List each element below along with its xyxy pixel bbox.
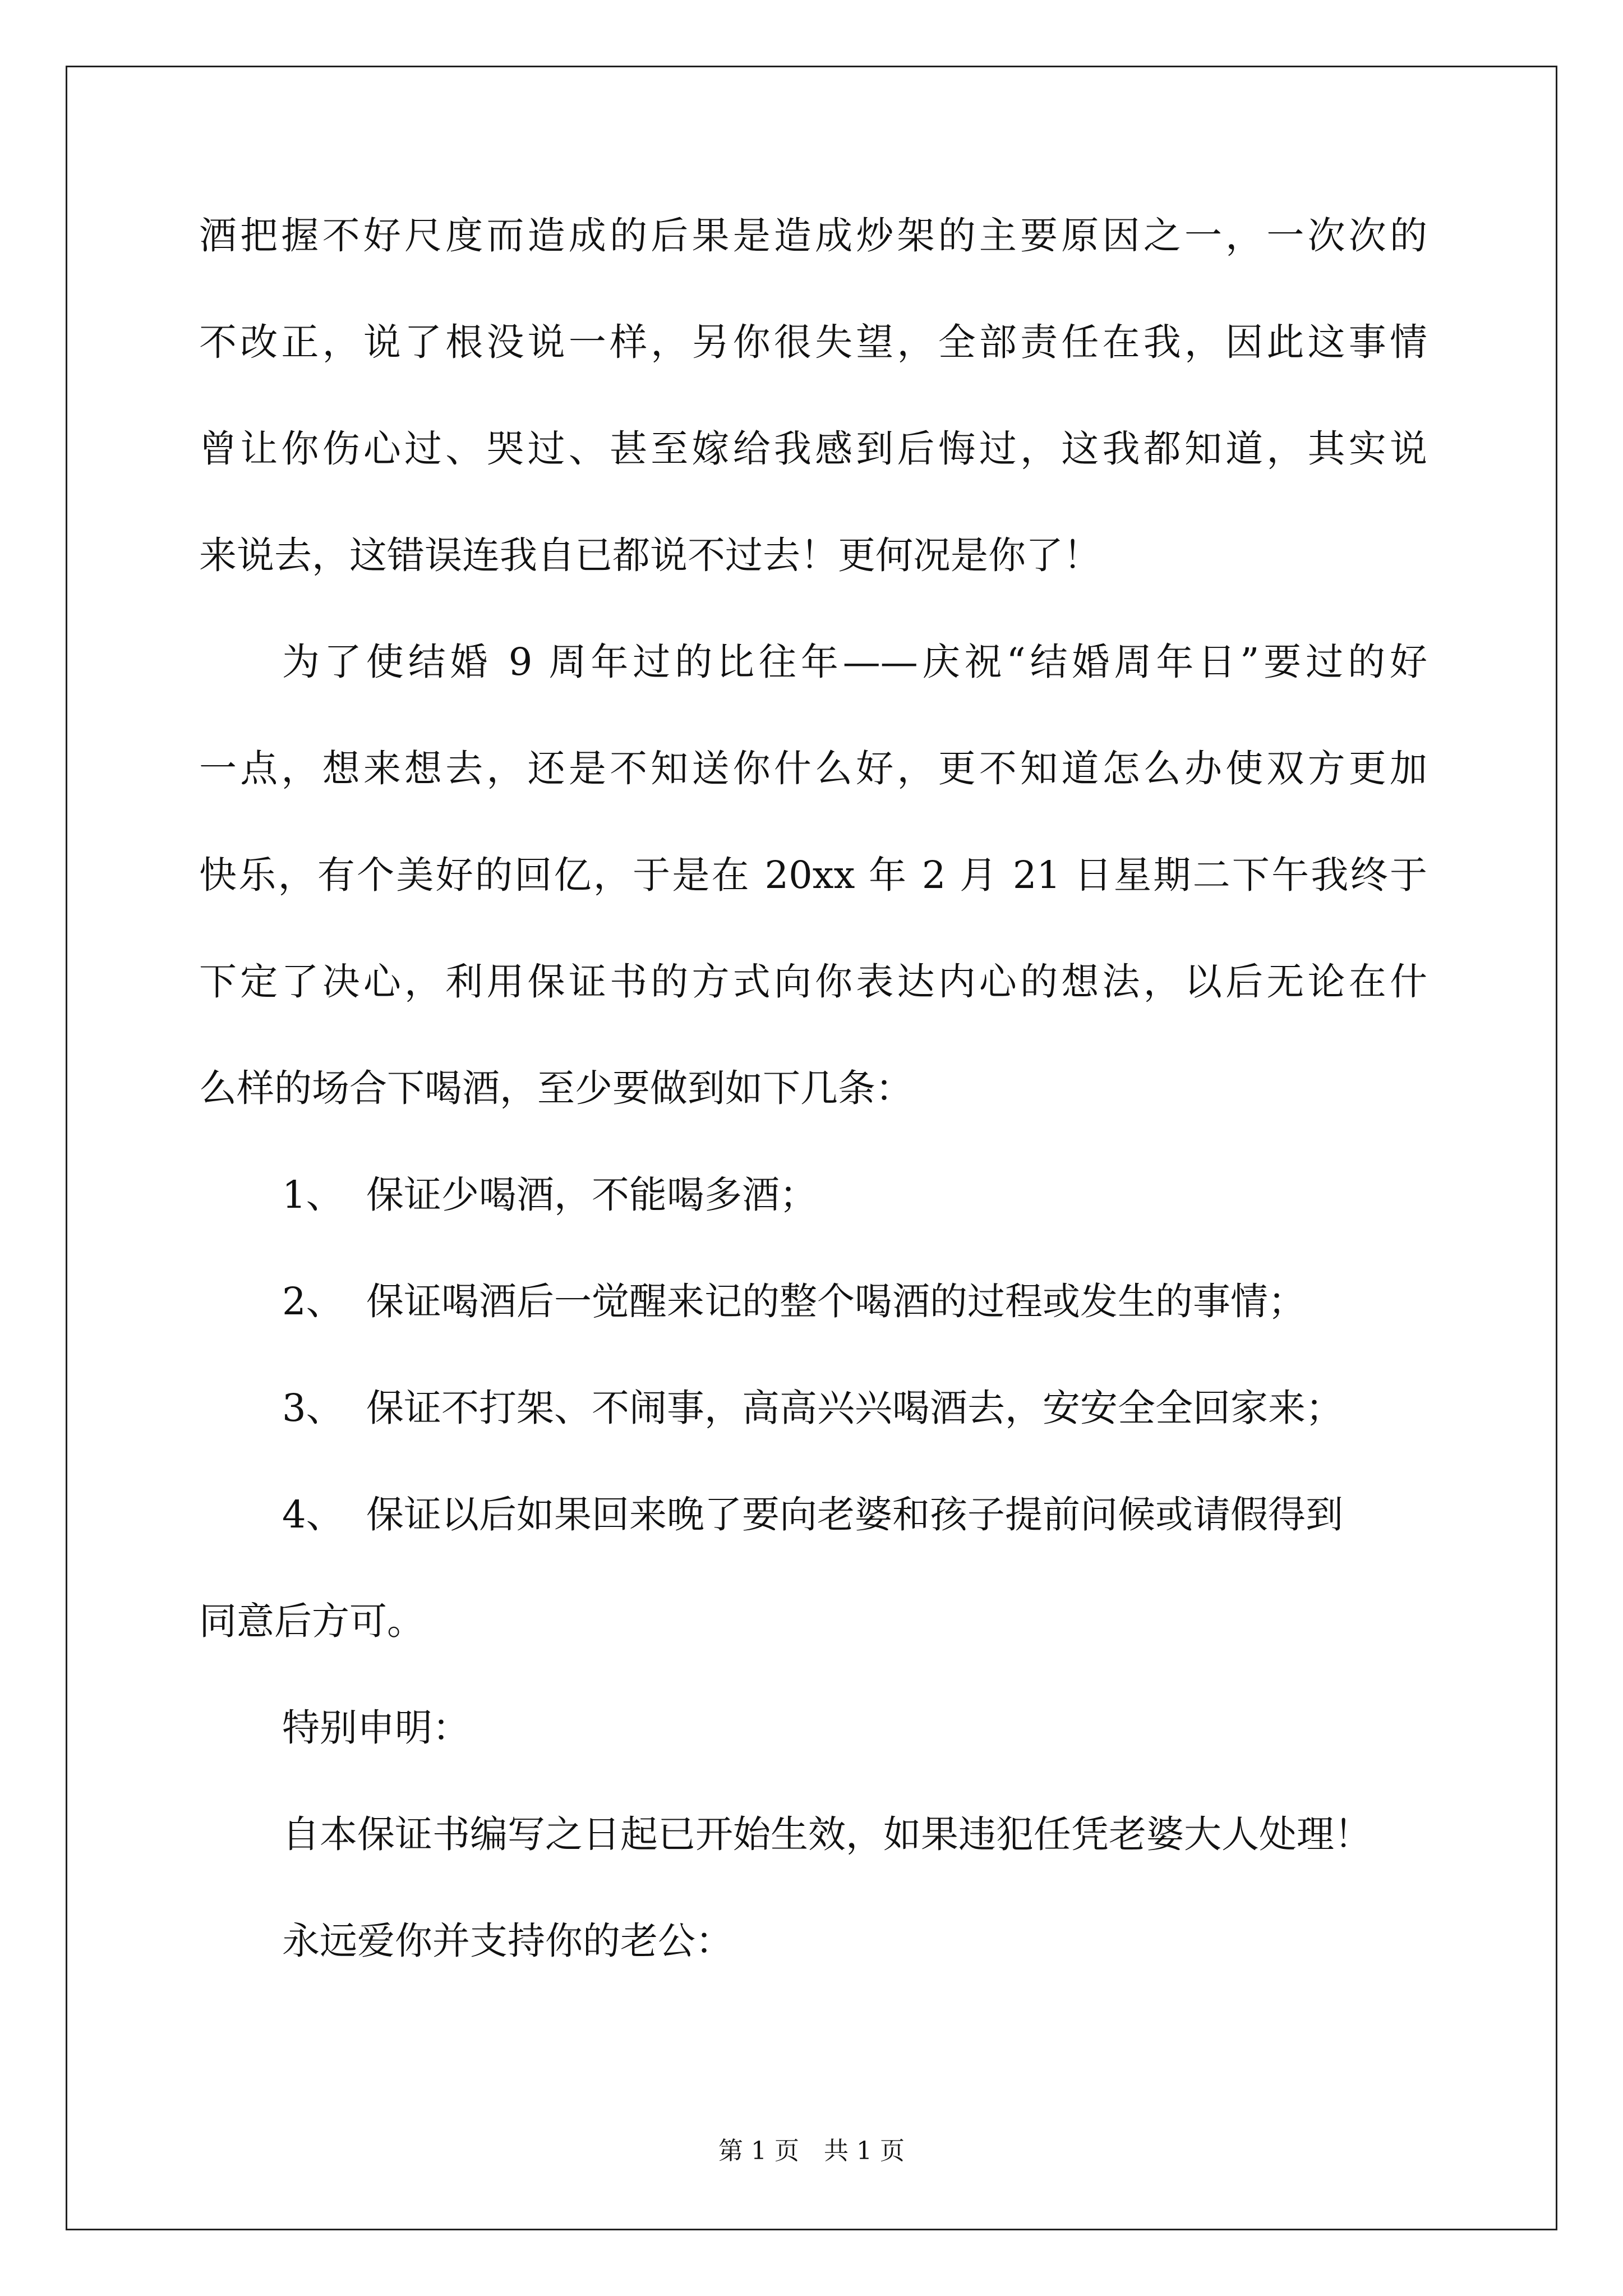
paragraph-line: 酒把握不好尺度而造成的后果是造成炒架的主要原因之一，一次次的 bbox=[199, 214, 1427, 257]
paragraph-line: 下定了决心，利用保证书的方式向你表达内心的想法，以后无论在什 bbox=[199, 960, 1427, 1004]
list-item bbox=[282, 1374, 1343, 1442]
list-item bbox=[282, 1268, 1306, 1335]
list-item-number: 3、 bbox=[282, 1386, 344, 1430]
closing-signature: 永远爱你并支持你的老公： bbox=[282, 1919, 733, 1963]
list-item-text: 保证以后如果回来晚了要向老婆和孩子提前问候或请假得到 bbox=[366, 1493, 1343, 1536]
paragraph-line: 不改正，说了根没说一样，另你很失望，全部责任在我，因此这事情 bbox=[199, 320, 1427, 364]
list-item-text: 保证不打架、不闹事，高高兴兴喝酒去，安安全全回家来； bbox=[366, 1386, 1343, 1430]
list-item-continuation: 同意后方可。 bbox=[199, 1599, 425, 1643]
paragraph-line: 为了使结婚 9 周年过的比往年——庆祝“结婚周年日”要过的好 bbox=[282, 640, 1427, 684]
page-border bbox=[66, 66, 1557, 2230]
special-statement-text: 自本保证书编写之日起已开始生效，如果违犯任凭老婆大人处理！ bbox=[282, 1812, 1372, 1856]
list-item-number: 4、 bbox=[282, 1493, 344, 1536]
paragraph-line: 快乐，有个美好的回亿，于是在 20xx 年 2 月 21 日星期二下午我终于 bbox=[199, 853, 1427, 897]
special-statement-label: 特别申明： bbox=[282, 1706, 470, 1750]
paragraph-line: 么样的场合下喝酒，至少要做到如下几条： bbox=[199, 1066, 913, 1110]
paragraph-line: 曾让你伤心过、哭过、甚至嫁给我感到后悔过，这我都知道，其实说 bbox=[199, 427, 1427, 471]
list-item-number: 2、 bbox=[282, 1280, 344, 1323]
page-footer: 第 1 页 共 1 页 bbox=[718, 2137, 905, 2165]
paragraph-line: 来说去，这错误连我自已都说不过去！更何况是你了！ bbox=[199, 533, 1101, 577]
list-item bbox=[282, 1481, 1343, 1548]
list-item-text: 保证喝酒后一觉醒来记的整个喝酒的过程或发生的事情； bbox=[366, 1280, 1306, 1323]
paragraph-line: 一点，想来想去，还是不知送你什么好，更不知道怎么办使双方更加 bbox=[199, 747, 1427, 790]
list-item-number: 1、 bbox=[282, 1173, 344, 1217]
list-item-text: 保证少喝酒，不能喝多酒； bbox=[366, 1173, 817, 1217]
list-item bbox=[282, 1161, 817, 1228]
